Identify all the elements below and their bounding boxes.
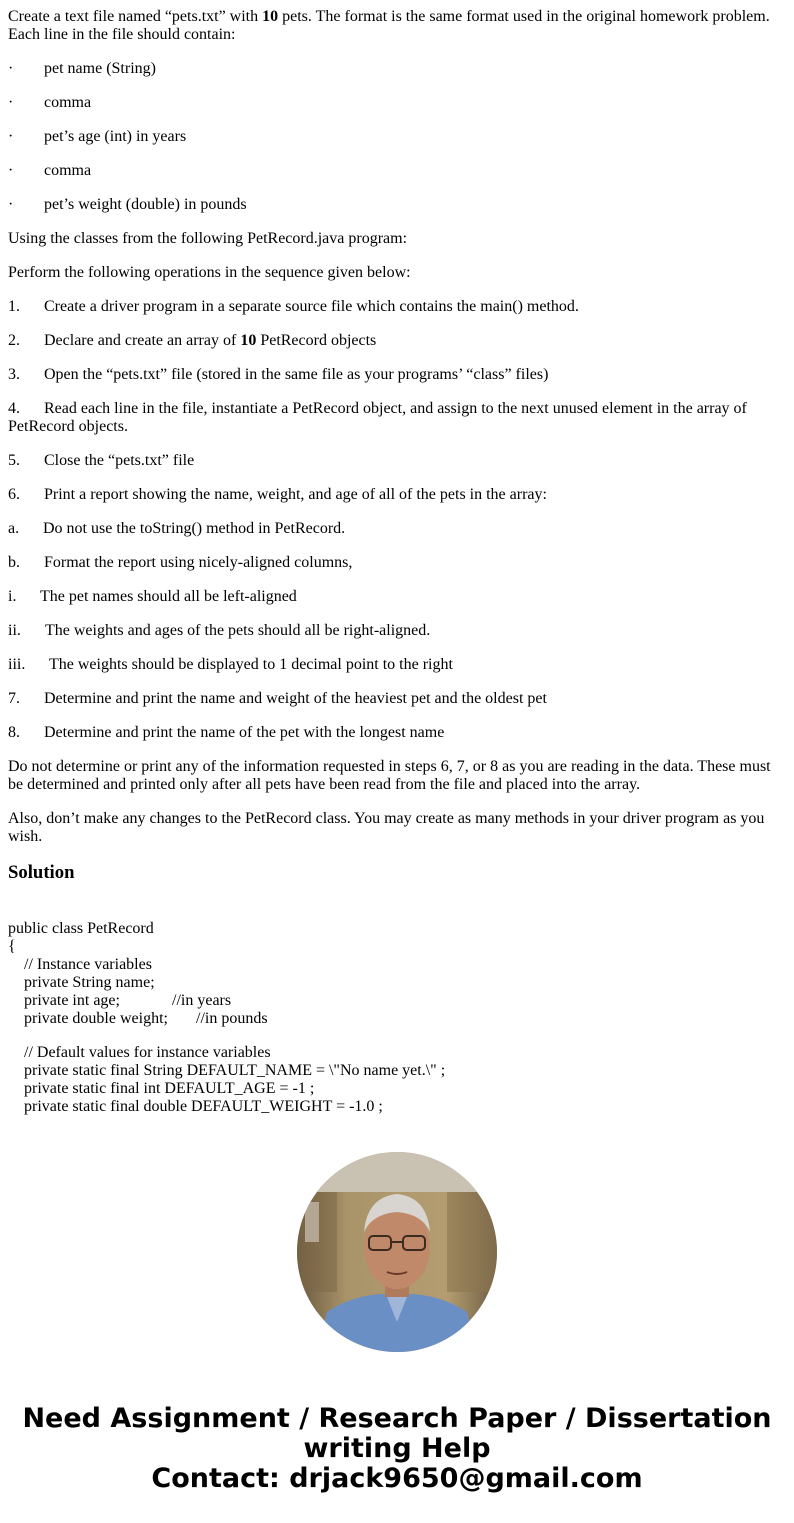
code-comment: //in years xyxy=(172,992,232,1009)
solution-heading: Solution xyxy=(8,862,75,883)
bullet-text: comma xyxy=(44,94,92,111)
step-2 xyxy=(8,332,786,350)
document-body xyxy=(8,8,786,1116)
code-line xyxy=(8,1010,786,1028)
bullet-marker: · xyxy=(8,94,14,111)
step-number: i. xyxy=(8,588,17,605)
step-count: 10 xyxy=(240,332,257,349)
code-line: { xyxy=(8,938,16,955)
code-line: // Instance variables xyxy=(8,956,152,973)
code-line: // Default values for instance variables xyxy=(8,1044,271,1061)
intro-paragraph xyxy=(8,8,786,44)
step-6 xyxy=(8,486,786,504)
step-number: 1. xyxy=(8,298,20,315)
step-number: 2. xyxy=(8,332,20,349)
step-number: 5. xyxy=(8,452,20,469)
author-avatar xyxy=(297,1152,497,1352)
bullet-marker: · xyxy=(8,162,14,179)
step-text: Print a report showing the name, weight, and age of all of the pets in the array: xyxy=(44,486,547,503)
step-number: iii. xyxy=(8,656,26,673)
intro-text: Create a text file named “pets.txt” with xyxy=(8,8,263,25)
step-number: 8. xyxy=(8,724,20,741)
bullet-item xyxy=(8,162,786,180)
step-6b xyxy=(8,554,786,572)
promo-banner xyxy=(0,1404,794,1494)
code-line xyxy=(8,992,786,1010)
step-text: The weights and ages of the pets should all be right-aligned. xyxy=(45,622,431,639)
step-text-rest: PetRecord objects xyxy=(256,332,377,349)
bullet-marker: · xyxy=(8,128,14,145)
step-text: The weights should be displayed to 1 decimal point to the right xyxy=(49,656,453,673)
note-paragraph: Also, don’t make any changes to the PetRecord class. You may create as many methods in your driver program as you wish. xyxy=(8,810,765,845)
code-line: private static final double DEFAULT_WEIGHT = -1.0 ; xyxy=(8,1098,383,1115)
bullet-item xyxy=(8,94,786,112)
step-3 xyxy=(8,366,786,384)
step-text: Do not use the toString() method in PetRecord. xyxy=(43,520,346,537)
author-photo-icon xyxy=(297,1152,497,1352)
bullet-text: comma xyxy=(44,162,92,179)
step-number: ii. xyxy=(8,622,21,639)
step-6b-ii xyxy=(8,622,786,640)
code-statement: private int age; xyxy=(8,992,120,1009)
step-number: 7. xyxy=(8,690,20,707)
step-text: Format the report using nicely-aligned columns, xyxy=(44,554,353,571)
bullet-item xyxy=(8,60,786,78)
code-line: private static final int DEFAULT_AGE = -1 ; xyxy=(8,1080,315,1097)
using-classes-paragraph: Using the classes from the following PetRecord.java program: xyxy=(8,230,408,247)
step-number: 3. xyxy=(8,366,20,383)
step-text: Open the “pets.txt” file (stored in the same file as your programs’ “class” files) xyxy=(44,366,549,383)
promo-line: writing Help xyxy=(303,1433,491,1464)
step-number: 4. xyxy=(8,400,20,417)
intro-count: 10 xyxy=(262,8,279,25)
step-7 xyxy=(8,690,786,708)
intro-text-rest: pets. The format is the same format used in the original homework problem. Each line in the file should contain: xyxy=(8,8,770,43)
promo-contact: Contact: drjack9650@gmail.com xyxy=(151,1463,643,1494)
step-text: Close the “pets.txt” file xyxy=(44,452,195,469)
step-number: 6. xyxy=(8,486,20,503)
note-paragraph: Do not determine or print any of the information requested in steps 6, 7, or 8 as you are reading in the data. These must be determined and printed only after all pets have been read from the file and placed into the array. xyxy=(8,758,771,793)
step-4 xyxy=(8,400,786,436)
bullet-text: pet’s weight (double) in pounds xyxy=(44,196,247,213)
step-text: Determine and print the name of the pet with the longest name xyxy=(44,724,445,741)
step-number: b. xyxy=(8,554,20,571)
bullet-text: pet’s age (int) in years xyxy=(44,128,187,145)
step-number: a. xyxy=(8,520,20,537)
bullet-marker: · xyxy=(8,196,14,213)
step-8 xyxy=(8,724,786,742)
step-text: Create a driver program in a separate source file which contains the main() method. xyxy=(44,298,579,315)
code-line: private String name; xyxy=(8,974,155,991)
step-text: Declare and create an array of xyxy=(44,332,241,349)
step-6b-i xyxy=(8,588,786,606)
promo-line: Need Assignment / Research Paper / Dissertation xyxy=(22,1403,772,1434)
code-statement: private double weight; xyxy=(8,1010,168,1027)
step-text: Read each line in the file, instantiate a PetRecord object, and assign to the next unused element in the array of PetRecord objects. xyxy=(8,400,747,435)
step-5 xyxy=(8,452,786,470)
bullet-item xyxy=(8,128,786,146)
bullet-text: pet name (String) xyxy=(44,60,156,77)
step-6a xyxy=(8,520,786,538)
step-1 xyxy=(8,298,786,316)
code-line: public class PetRecord xyxy=(8,920,154,937)
bullet-item xyxy=(8,196,786,214)
code-comment: //in pounds xyxy=(196,1010,268,1027)
bullet-marker: · xyxy=(8,60,14,77)
step-text: Determine and print the name and weight of the heaviest pet and the oldest pet xyxy=(44,690,547,707)
code-line: private static final String DEFAULT_NAME = \"No name yet.\" ; xyxy=(8,1062,446,1079)
step-6b-iii xyxy=(8,656,786,674)
step-text: The pet names should all be left-aligned xyxy=(40,588,297,605)
perform-paragraph: Perform the following operations in the sequence given below: xyxy=(8,264,411,281)
code-block xyxy=(8,920,786,1116)
